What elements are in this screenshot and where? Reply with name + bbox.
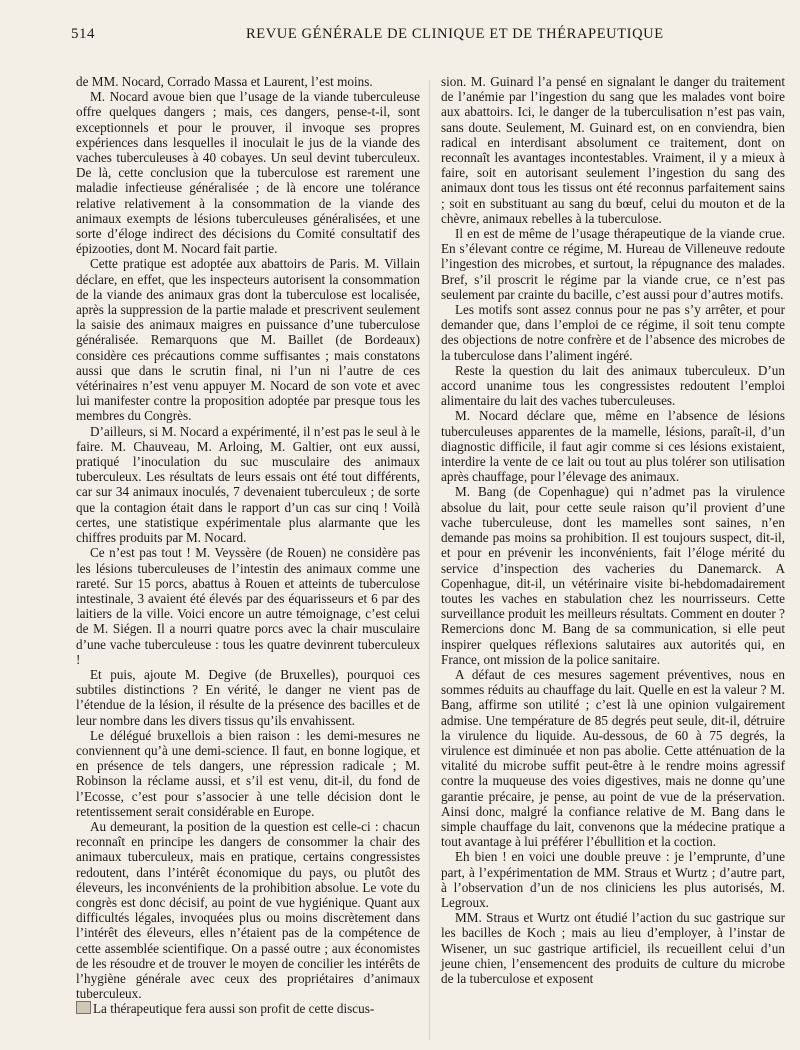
paragraph: Ce n’est pas tout ! M. Veyssère (de Rouen) ne considère pas les lésions tuberculeuses de l’intestin des animaux comme une rareté. Sur 15 porcs, abattus à Rouen et atteints de tuberculose intestinale, 3 avaient été élevés par des équarisseurs et 6 par des laitiers de la ville. Voici encore un autre témoignage, c’est celui de M. Siégen. Il a nourri quatre porcs avec la chair musculaire d’une vache tuberculeuse : tous les quatre devinrent tuberculeux !: [76, 545, 420, 667]
right-column: [441, 74, 785, 986]
paragraph: M. Nocard déclare que, même en l’absence de lésions tuberculeuses apparentes de la mamelle, lésions, paraît-il, d’un diagnostic difficile, il faut agir comme si ces lésions existaient, interdire la vente de ce lait ou tout au plus tolérer son utilisation après chauffage, pour l’élevage des animaux.: [441, 408, 785, 485]
paragraph: Eh bien ! en voici une double preuve : je l’emprunte, d’une part, à l’expérimentation de MM. Straus et Wurtz ; d’autre part, à l’observation d’un de nos cliniciens les plus autorisés, M. Legroux.: [441, 849, 785, 910]
paragraph: Il en est de même de l’usage thérapeutique de la viande crue. En s’élevant contre ce régime, M. Hureau de Villeneuve redoute l’ingestion des microbes, et surtout, la répugnance des malades. Bref, s’il proscrit le régime par la viande crue, ce n’est pas seulement par crainte du bacille, c’est aussi pour d’autres motifs.: [441, 226, 785, 302]
running-head: REVUE GÉNÉRALE DE CLINIQUE ET DE THÉRAPEUTIQUE: [246, 26, 664, 42]
column-gutter: [429, 80, 430, 1040]
paragraph: sion. M. Guinard l’a pensé en signalant le danger du traitement de l’anémie par l’ingestion du sang que les malades vont boire aux abattoirs. Ici, le danger de la tuberculisation n’est pas vain, sans doute. Seulement, M. Guinard est, on en conviendra, bien radical en interdisant absolument ce traitement, dont on reconnaît les avantages incontestables. Vraiment, il y a mieux à faire, soit en autorisant seulement l’ingestion du sang des animaux dont tous les tissus ont été reconnus parfaitement sains ; soit en substituant au sang du bœuf, celui du mouton et de la chèvre, animaux rebelles à la tuberculose.: [441, 74, 785, 226]
paragraph: de MM. Nocard, Corrado Massa et Laurent, l’est moins.: [76, 74, 373, 89]
paragraph: Au demeurant, la position de la question est celle-ci : chacun reconnaît en principe les dangers de consommer la chair des animaux tuberculeux, mais en pratique, certains congressistes redoutent, dans l’intérêt économique du pays, ou plutôt des éleveurs, les inconvénients de la prohibition absolue. Le vote du congrès est donc décisif, au point de vue hygiénique. Quant aux difficultés légales, invoquées plus ou moins discrètement dans l’intérêt des éleveurs, elles n’étaient pas de la compétence de cette assemblée scientifique. On a passé outre ; aux économistes de les résoudre et de trouver le moyen de concilier les intérêts de l’hygiène générale avec ceux des propriétaires d’animaux tuberculeux.: [76, 818, 420, 1002]
paragraph-text: La thérapeutique fera aussi son profit de cette discus-: [93, 1001, 375, 1017]
paragraph: M. Nocard avoue bien que l’usage de la viande tuberculeuse offre quelques dangers ; mais, ces dangers, pense-t-il, sont exceptionnels et pour le prouver, il invoque ses propres expériences dans lesquelles il inoculait le jus de la viande des vaches tuberculeuses à 40 cobayes. Un seul devint tuberculeux. De là, cette conclusion que la tuberculose est rarement une maladie infectieuse généralisée ; de là encore une tolérance relative relativement à la consommation de la viande des animaux exempts de lésions tuberculeuses généralisées, et une sorte d’éloge indirect des décisions du Comité consultatif des épizooties, dont M. Nocard fait partie.: [76, 89, 420, 257]
paragraph: Les motifs sont assez connus pour ne pas s’y arrêter, et pour demander que, dans l’emploi de ce régime, il soit tenu compte des objections de notre confrère et de l’absence des microbes de la tuberculose dans l’aliment ingéré.: [441, 302, 785, 363]
left-column: [76, 74, 420, 1017]
paragraph: Le délégué bruxellois a bien raison : les demi-mesures ne conviennent qu’à une demi-science. Il faut, en bonne logique, et en présence de tels dangers, une répression radicale ; M. Robinson la réclame aussi, et s’il est venu, dit-il, du fond de l’Ecosse, c’est pour s’associer à une telle décision dont le retentissement serait considérable en Europe.: [76, 727, 420, 819]
paragraph: M. Bang (de Copenhague) qui n’admet pas la virulence absolue du lait, pour cette seule raison qu’il provient d’une vache tuberculeuse, dont les mamelles sont saines, n’en demande pas moins sa prohibition. Il est toujours suspect, dit-il, et pour en prévenir les inconvénients, fait l’éloge mérité du service d’inspection des vacheries du Danemarck. A Copenhague, dit-il, un vétérinaire visite bi-hebdomadairement toutes les vaches en stabulation chez les nourrisseurs. Cette surveillance produit les meilleurs résultats. Comment en douter ? Remercions donc M. Bang de sa communication, si elle peut inspirer quelques réflexions salutaires aux autorités qui, en France, ont mission de la police sanitaire.: [441, 484, 785, 667]
paragraph: MM. Straus et Wurtz ont étudié l’action du suc gastrique sur les bacilles de Koch ; mais au lieu d’employer, à l’instar de Wisener, un suc gastrique artificiel, ils recueillent celui d’un jeune chien, l’ensemencent des produits de culture du microbe de la tuberculose et exposent: [441, 910, 785, 986]
paragraph: Reste la question du lait des animaux tuberculeux. D’un accord unanime tous les congressistes redoutent l’emploi alimentaire du lait des vaches tuberculeuses.: [441, 362, 785, 409]
paragraph: A défaut de ces mesures sagement préventives, nous en sommes réduits au chauffage du lait. Quelle en est la valeur ? M. Bang, affirme son utilité ; c’est là une opinion vulgairement admise. Une température de 85 degrés peut seule, dit-il, détruire la virulence du liquide. Au-dessous, de 60 à 75 degrés, la virulence est diminuée et non pas abolie. Cette atténuation de la vitalité du microbe suffit peut-être à le rendre moins agressif contre la muqueuse des voies digestives, mais ne donne qu’une garantie précaire, je pense, au point de vue de la préservation. Ainsi donc, malgré la confiance relative de M. Bang dans le simple chauffage du lait, convenons que la médecine pratique a tout avantage à lui préférer l’ébullition et la coction.: [441, 666, 785, 850]
page-number: 514: [71, 26, 95, 42]
paragraph: Cette pratique est adoptée aux abattoirs de Paris. M. Villain déclare, en effet, que les inspecteurs autorisent la consommation de la viande des animaux gras dont la tuberculose est localisée, après la suppression de la partie malade et prescrivent seulement la saisie des animaux maigres en puissance d’une tuberculose généralisée. Remarquons que M. Baillet (de Bordeaux) considère ces précautions comme suffisantes ; mais constatons aussi que dans le scrutin final, ni l’un ni l’autre de ces vétérinaires n’est venu appuyer M. Nocard de son vote et avec lui manifester contre la proposition adoptée par presque tous les membres du Congrès.: [76, 256, 420, 424]
paragraph-last: [76, 1001, 420, 1016]
library-stamp-icon: [76, 1001, 91, 1014]
paragraph: Et puis, ajoute M. Degive (de Bruxelles), pourquoi ces subtiles distinctions ? En vérité, le danger ne vient pas de l’étendue de la lésion, il résulte de la présence des bacilles et de leur nombre dans les divers tissus qu’ils envahissent.: [76, 666, 420, 728]
paragraph: D’ailleurs, si M. Nocard a expérimenté, il n’est pas le seul à le faire. M. Chauveau, M. Arloing, M. Galtier, ont eux aussi, pratiqué l’inoculation du suc musculaire des animaux tuberculeux. Les résultats de leurs essais ont été tout différents, car sur 34 animaux inoculés, 7 devenaient tuberculeux ; de sorte que la contagion était dans le rapport d’un cas sur cinq ! Voilà certes, une statistique expérimentale plus alarmante que les chiffres produits par M. Nocard.: [76, 423, 420, 546]
